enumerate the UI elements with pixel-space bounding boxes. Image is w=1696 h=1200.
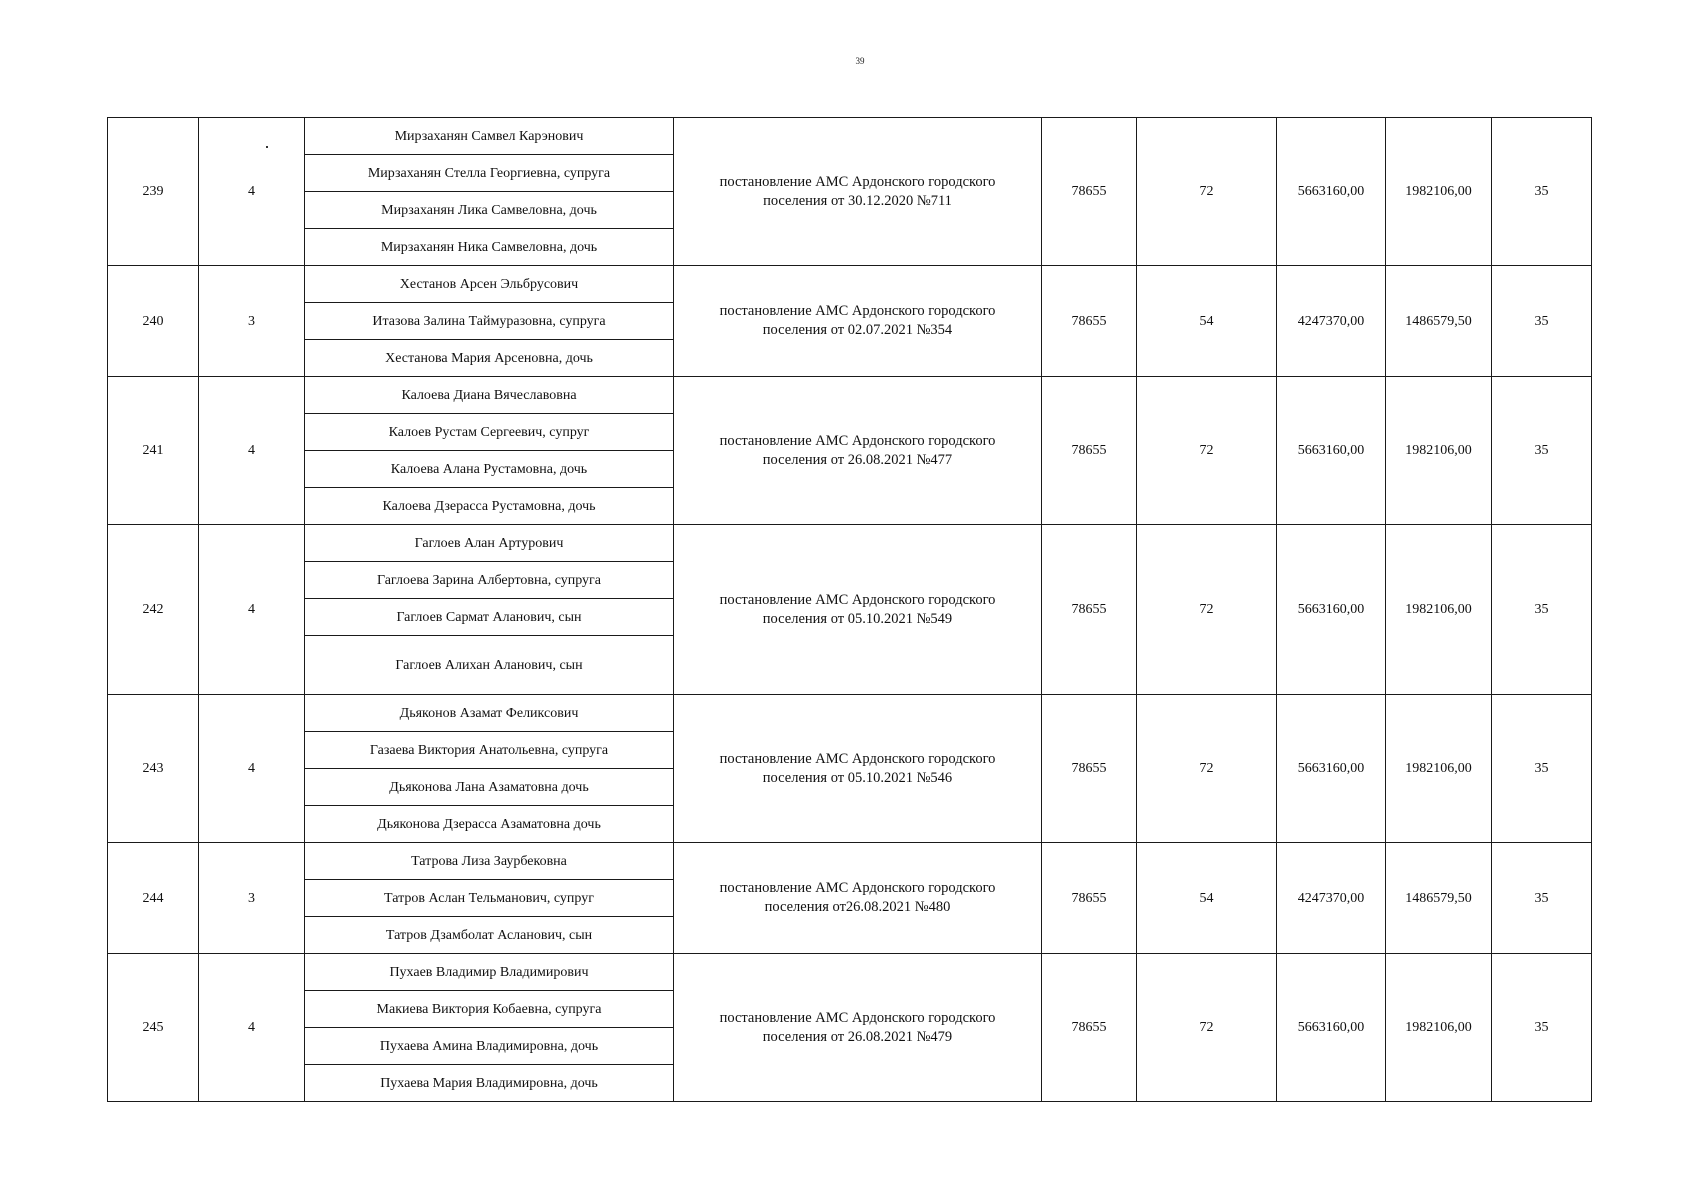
price-per-sqm: 78655 bbox=[1042, 266, 1137, 377]
decree-reference: постановление АМС Ардонского городского поселения от 02.07.2021 №354 bbox=[674, 266, 1042, 377]
family-member: Мирзаханян Стелла Георгиевна, супруга bbox=[305, 155, 674, 192]
family-member: Мирзаханян Ника Самвеловна, дочь bbox=[305, 229, 674, 266]
family-member: Дьяконова Лана Азаматовна дочь bbox=[305, 769, 674, 806]
norm-area: 72 bbox=[1137, 954, 1277, 1102]
table-row bbox=[108, 266, 1592, 303]
family-member: Итазова Залина Таймуразовна, супруга bbox=[305, 303, 674, 340]
price-per-sqm: 78655 bbox=[1042, 525, 1137, 695]
subsidy-percent: 35 bbox=[1492, 377, 1592, 525]
total-cost: 4247370,00 bbox=[1277, 266, 1386, 377]
decree-reference: постановление АМС Ардонского городского поселения от 05.10.2021 №549 bbox=[674, 525, 1042, 695]
table-row bbox=[108, 843, 1592, 880]
family-size: 4 bbox=[199, 695, 305, 843]
decree-reference: постановление АМС Ардонского городского поселения от26.08.2021 №480 bbox=[674, 843, 1042, 954]
family-member: Гаглоев Алихан Аланович, сын bbox=[305, 636, 674, 695]
total-cost: 5663160,00 bbox=[1277, 954, 1386, 1102]
family-member: Хестанова Мария Арсеновна, дочь bbox=[305, 340, 674, 377]
total-cost: 4247370,00 bbox=[1277, 843, 1386, 954]
record-number: 240 bbox=[108, 266, 199, 377]
record-number: 245 bbox=[108, 954, 199, 1102]
norm-area: 72 bbox=[1137, 118, 1277, 266]
total-cost: 5663160,00 bbox=[1277, 377, 1386, 525]
table-row bbox=[108, 695, 1592, 732]
family-size: 4 bbox=[199, 525, 305, 695]
family-member: Пухаева Амина Владимировна, дочь bbox=[305, 1028, 674, 1065]
subsidy-amount: 1982106,00 bbox=[1386, 118, 1492, 266]
subsidy-percent: 35 bbox=[1492, 843, 1592, 954]
norm-area: 72 bbox=[1137, 695, 1277, 843]
family-member: Пухаев Владимир Владимирович bbox=[305, 954, 674, 991]
family-member: Татров Дзамболат Асланович, сын bbox=[305, 917, 674, 954]
subsidy-percent: 35 bbox=[1492, 266, 1592, 377]
family-member: Макиева Виктория Кобаевна, супруга bbox=[305, 991, 674, 1028]
record-number: 244 bbox=[108, 843, 199, 954]
family-member: Калоева Диана Вячеславовна bbox=[305, 377, 674, 414]
norm-area: 54 bbox=[1137, 843, 1277, 954]
price-per-sqm: 78655 bbox=[1042, 118, 1137, 266]
decree-reference: постановление АМС Ардонского городского поселения от 26.08.2021 №479 bbox=[674, 954, 1042, 1102]
record-number: 241 bbox=[108, 377, 199, 525]
norm-area: 72 bbox=[1137, 525, 1277, 695]
decree-reference: постановление АМС Ардонского городского поселения от 26.08.2021 №477 bbox=[674, 377, 1042, 525]
record-number: 239 bbox=[108, 118, 199, 266]
price-per-sqm: 78655 bbox=[1042, 954, 1137, 1102]
family-size: 3 bbox=[199, 266, 305, 377]
subsidy-amount: 1982106,00 bbox=[1386, 954, 1492, 1102]
price-per-sqm: 78655 bbox=[1042, 695, 1137, 843]
subsidy-amount: 1486579,50 bbox=[1386, 843, 1492, 954]
total-cost: 5663160,00 bbox=[1277, 118, 1386, 266]
family-member: Татров Аслан Тельманович, супруг bbox=[305, 880, 674, 917]
family-member: Дьяконов Азамат Феликсович bbox=[305, 695, 674, 732]
family-member: Гаглоева Зарина Албертовна, супруга bbox=[305, 562, 674, 599]
subsidy-amount: 1982106,00 bbox=[1386, 377, 1492, 525]
family-member: Хестанов Арсен Эльбрусович bbox=[305, 266, 674, 303]
family-member: Газаева Виктория Анатольевна, супруга bbox=[305, 732, 674, 769]
subsidy-amount: 1982106,00 bbox=[1386, 695, 1492, 843]
family-size: 4 bbox=[199, 118, 305, 266]
family-member: Калоева Дзерасса Рустамовна, дочь bbox=[305, 488, 674, 525]
subsidy-percent: 35 bbox=[1492, 695, 1592, 843]
family-size: 4 bbox=[199, 377, 305, 525]
decree-reference: постановление АМС Ардонского городского поселения от 30.12.2020 №711 bbox=[674, 118, 1042, 266]
family-member: Мирзаханян Самвел Карэнович bbox=[305, 118, 674, 155]
family-member: Калоев Рустам Сергеевич, супруг bbox=[305, 414, 674, 451]
page-number: 39 bbox=[855, 56, 865, 66]
decree-reference: постановление АМС Ардонского городского поселения от 05.10.2021 №546 bbox=[674, 695, 1042, 843]
family-size: 4 bbox=[199, 954, 305, 1102]
family-member: Мирзаханян Лика Самвеловна, дочь bbox=[305, 192, 674, 229]
registry-body bbox=[108, 118, 1592, 1102]
family-member: Дьяконова Дзерасса Азаматовна дочь bbox=[305, 806, 674, 843]
registry-table bbox=[107, 117, 1592, 1102]
table-row bbox=[108, 118, 1592, 155]
family-member: Калоева Алана Рустамовна, дочь bbox=[305, 451, 674, 488]
table-row bbox=[108, 954, 1592, 991]
family-size: 3 bbox=[199, 843, 305, 954]
subsidy-percent: 35 bbox=[1492, 118, 1592, 266]
record-number: 243 bbox=[108, 695, 199, 843]
table-row bbox=[108, 525, 1592, 562]
price-per-sqm: 78655 bbox=[1042, 377, 1137, 525]
subsidy-amount: 1982106,00 bbox=[1386, 525, 1492, 695]
subsidy-amount: 1486579,50 bbox=[1386, 266, 1492, 377]
norm-area: 72 bbox=[1137, 377, 1277, 525]
record-number: 242 bbox=[108, 525, 199, 695]
norm-area: 54 bbox=[1137, 266, 1277, 377]
price-per-sqm: 78655 bbox=[1042, 843, 1137, 954]
family-member: Татрова Лиза Заурбековна bbox=[305, 843, 674, 880]
family-member: Гаглоев Алан Артурович bbox=[305, 525, 674, 562]
subsidy-percent: 35 bbox=[1492, 525, 1592, 695]
table-row bbox=[108, 377, 1592, 414]
subsidy-percent: 35 bbox=[1492, 954, 1592, 1102]
family-member: Пухаева Мария Владимировна, дочь bbox=[305, 1065, 674, 1102]
total-cost: 5663160,00 bbox=[1277, 695, 1386, 843]
family-member: Гаглоев Сармат Аланович, сын bbox=[305, 599, 674, 636]
total-cost: 5663160,00 bbox=[1277, 525, 1386, 695]
